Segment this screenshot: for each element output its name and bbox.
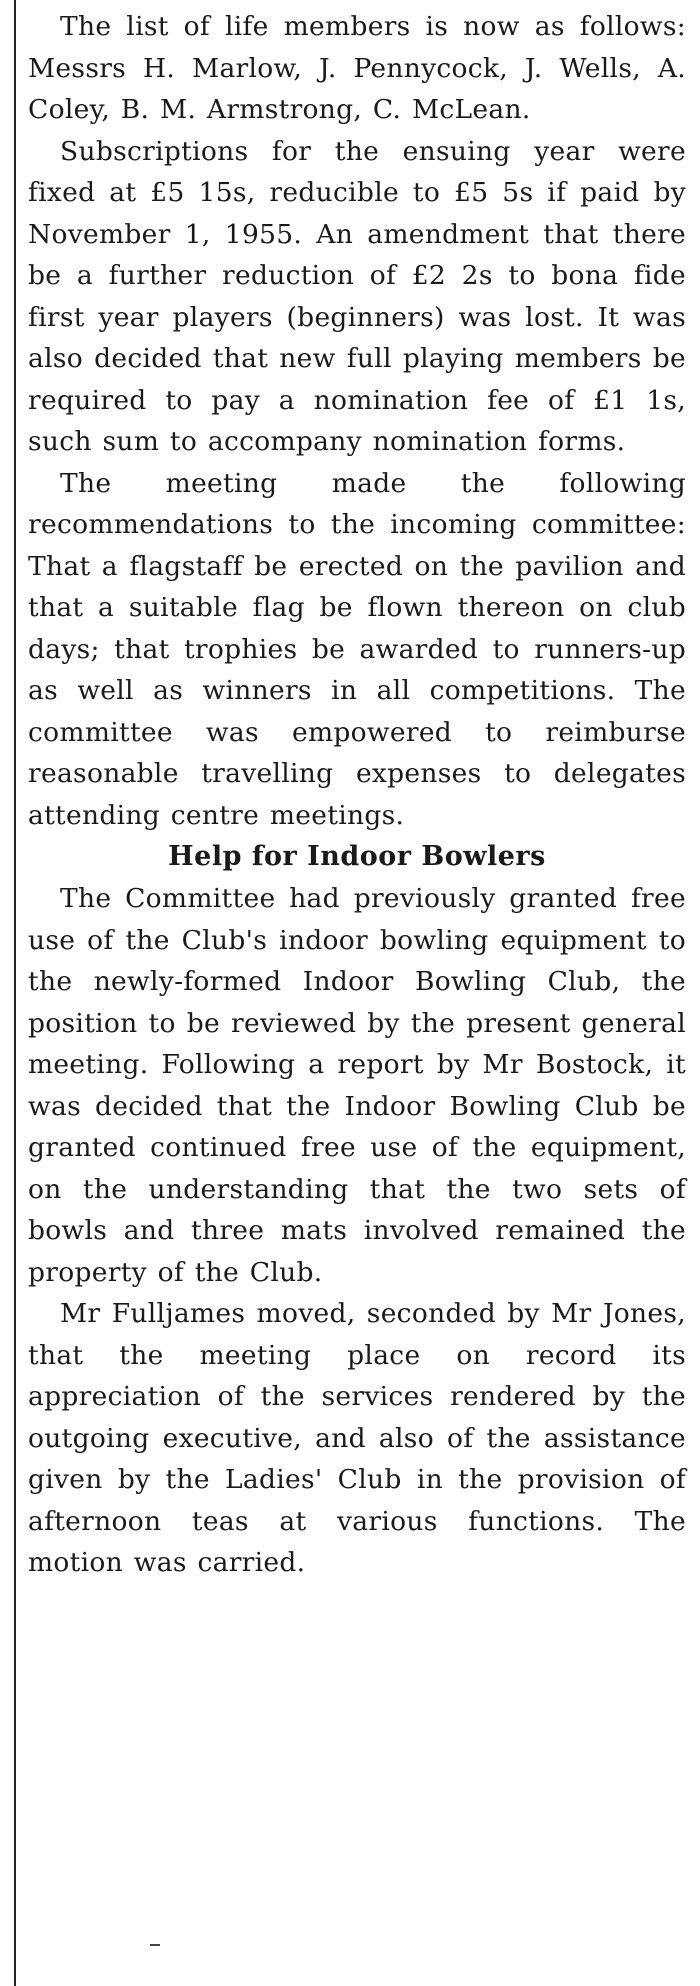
newspaper-column	[14, 0, 694, 1986]
paragraph-motion: Mr Fulljames moved, seconded by Mr Jones, that the meeting place on record its appreciation of the services rendered by the outgoing executive, and also of the assistance given by the Ladies' Club in the provision of afternoon teas at various functions. The motion was carried.	[28, 1298, 686, 1578]
paragraph-subscriptions: Subscriptions for the ensuing year were fixed at £5 15s, reducible to £5 5s if paid by November 1, 1955. An amendment that there be a further reduction of £2 2s to bona fide first year players (beginners) was lost. It was also decided that new full playing members be required to pay a nomination fee of £1 1s, such sum to accompany nomination forms.	[28, 135, 686, 457]
paragraph-indoor-bowling: The Committee had previously granted free use of the Club's indoor bowling equipment to the newly-formed Indoor Bowling Club, the position to be reviewed by the present general meeting. Following a report by Mr Bostock, it was decided that the Indoor Bowling Club be granted continued free use of the equipment, on the understanding that the two sets of bowls and three mats involved remained the property of the Club.	[28, 883, 686, 1288]
print-mark	[150, 1944, 160, 1946]
paragraph-recommendations: The meeting made the following recommendations to the incoming committee: That a flagstaff be erected on the pavilion and that a suitable flag be flown thereon on club days; that trophies be awarded to runners-up as well as winners in all competitions. The committee was empowered to reimburse reasonable travelling expenses to delegates attending centre meetings.	[28, 467, 686, 831]
paragraph-life-members: The list of life members is now as follows: Messrs H. Marlow, J. Pennycock, J. Wells, A. Coley, B. M. Armstrong, C. McLean.	[28, 11, 686, 125]
section-heading: Help for Indoor Bowlers	[168, 841, 546, 872]
